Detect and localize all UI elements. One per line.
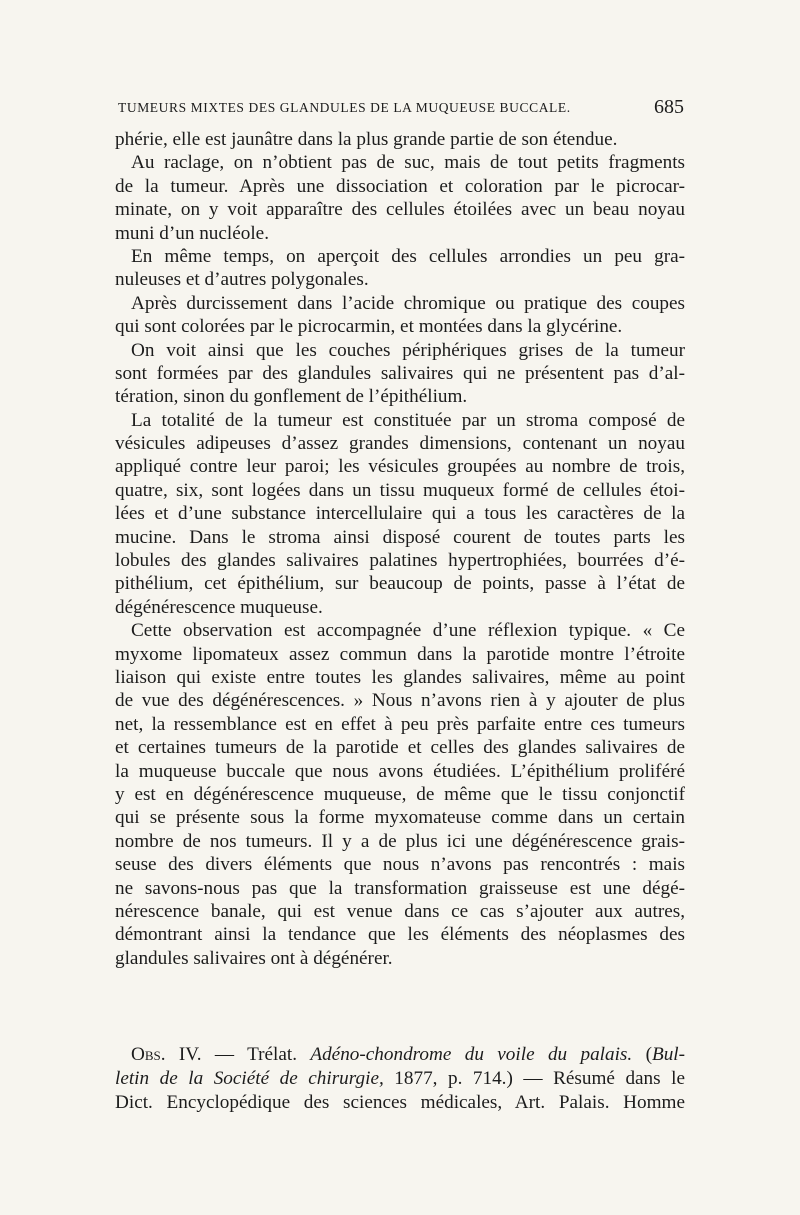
- text-line: tération, sinon du gonflement de l’épithélium.: [115, 386, 468, 408]
- text-line: Après durcissement dans l’acide chromique ou pratique des coupes: [131, 292, 685, 314]
- text-line: phérie, elle est jaunâtre dans la plus grande partie de son étendue.: [115, 129, 618, 150]
- text-line: Cette observation est accompagnée d’une réflexion typique. « Ce: [131, 620, 685, 642]
- text-line: sont formées par des glandules salivaires qui ne présentent pas d’al-: [115, 362, 685, 384]
- text-line: de vue des dégénérescences. » Nous n’avons rien à y ajouter de plus: [115, 690, 685, 712]
- text-line: quatre, six, sont logées dans un tissu muqueux formé de cellules étoi-: [115, 479, 685, 501]
- text-line: net, la ressemblance est en effet à peu près parfaite entre ces tumeurs: [115, 713, 685, 735]
- text-line: appliqué contre leur paroi; les vésicules groupées au nombre de trois,: [115, 456, 685, 478]
- observation-label: Obs. IV.: [131, 1044, 202, 1065]
- text-line: Au raclage, on n’obtient pas de suc, mais de tout petits fragments: [131, 152, 685, 174]
- text-line: lées et d’une substance intercellulaire qui a tous les caractères de la: [115, 503, 685, 525]
- text-line: qui sont colorées par le picrocarmin, et montées dans la glycérine.: [115, 316, 623, 338]
- running-head: TUMEURS MIXTES DES GLANDULES DE LA MUQUEUSE BUCCALE.: [118, 100, 571, 115]
- text-line: On voit ainsi que les couches périphériques grises de la tumeur: [131, 339, 685, 361]
- text-line: muni d’un nucléole.: [115, 222, 269, 244]
- text-line: mucine. Dans le stroma ainsi disposé courent de toutes parts les: [115, 526, 685, 548]
- observation-paragraph: [115, 1043, 685, 1115]
- observation-author: — Trélat.: [201, 1044, 311, 1065]
- observation-journal: letin de la Société de chirurgie,: [115, 1068, 384, 1089]
- text-line: de la tumeur. Après une dissociation et coloration par le picrocar-: [115, 175, 685, 197]
- text-line: y est en dégénérescence muqueuse, de même que le tissu conjonctif: [115, 783, 685, 805]
- text-line: dégénérescence muqueuse.: [115, 596, 323, 618]
- text-line: minate, on y voit apparaître des cellules étoilées avec un beau noyau: [115, 199, 685, 221]
- text-line: nombre de nos tumeurs. Il y a de plus ici une dégénérescence grais-: [115, 830, 685, 852]
- text-line: nérescence banale, qui est venue dans ce cas s’ajouter aux autres,: [115, 900, 685, 922]
- observation-journal: Bul-: [651, 1044, 685, 1065]
- text-line: vésicules adipeuses d’assez grandes dimensions, contenant un noyau: [115, 433, 685, 455]
- text-line: myxome lipomateux assez commun dans la parotide montre l’étroite: [115, 643, 685, 665]
- observation-line: Dict. Encyclopédique des sciences médicales, Art. Palais. Homme: [115, 1092, 685, 1113]
- observation-reference: 1877, p. 714.) — Résumé dans le: [383, 1068, 685, 1089]
- observation-paren: (: [632, 1044, 652, 1065]
- text-line: et certaines tumeurs de la parotide et celles des glandes salivaires de: [115, 737, 685, 759]
- text-line: glandules salivaires ont à dégénérer.: [115, 947, 393, 969]
- page-header: [118, 96, 684, 120]
- text-line: seuse des divers éléments que nous n’avons pas rencontrés : mais: [115, 854, 685, 876]
- text-line: liaison qui existe entre toutes les glandes salivaires, même au point: [115, 666, 685, 688]
- text-line: lobules des glandes salivaires palatines hypertrophiées, bourrées d’é-: [115, 550, 685, 572]
- observation-line: [115, 1067, 685, 1091]
- body-text: [115, 128, 685, 970]
- text-line: la muqueuse buccale que nous avons étudiées. L’épithélium proliféré: [115, 760, 685, 782]
- text-line: ne savons-nous pas que la transformation graisseuse est une dégé-: [115, 877, 685, 899]
- text-line: qui se présente sous la forme myxomateuse comme dans un certain: [115, 807, 685, 829]
- text-line: démontrant ainsi la tendance que les éléments des néoplasmes des: [115, 924, 685, 946]
- text-line: En même temps, on aperçoit des cellules arrondies un peu gra-: [131, 245, 685, 267]
- text-line: nuleuses et d’autres polygonales.: [115, 269, 369, 291]
- text-line: pithélium, cet épithélium, sur beaucoup de points, passe à l’état de: [115, 573, 685, 595]
- observation-line: [115, 1043, 685, 1067]
- page-number: 685: [654, 96, 684, 118]
- observation-title: Adéno-chondrome du voile du palais.: [310, 1044, 633, 1065]
- text-line: La totalité de la tumeur est constituée par un stroma composé de: [131, 409, 685, 431]
